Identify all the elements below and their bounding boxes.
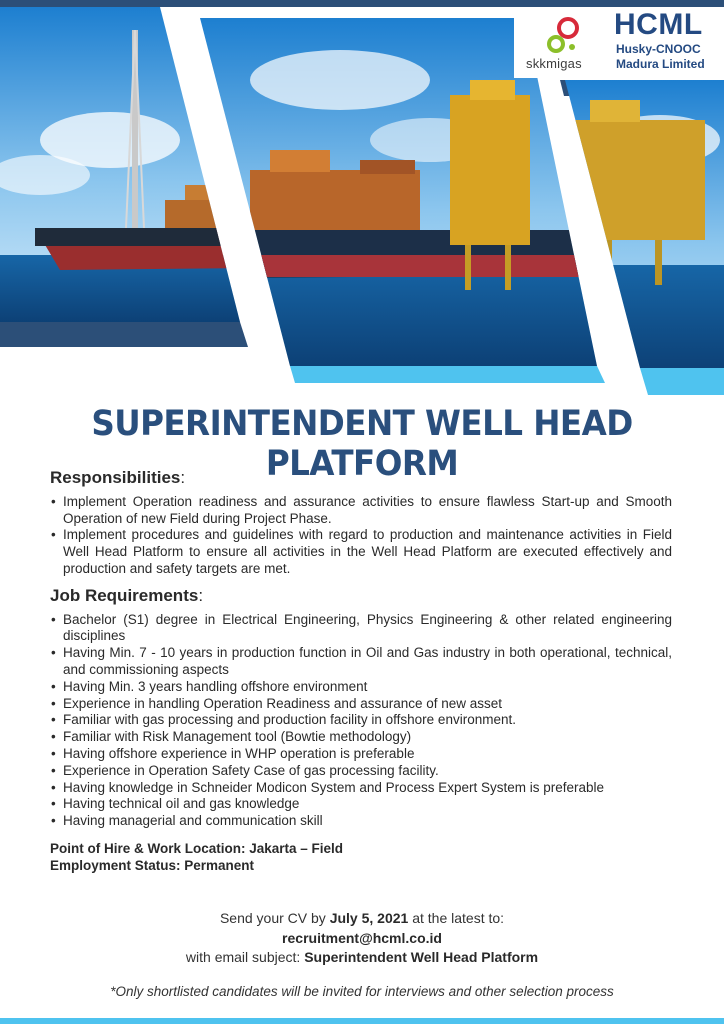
list-item: • Experience in Operation Safety Case of gas processing facility. — [50, 763, 672, 780]
bottom-accent-bar — [0, 1018, 724, 1024]
list-item: • Familiar with Risk Management tool (Bowtie methodology) — [50, 729, 672, 746]
employment-status: Employment Status: Permanent — [50, 857, 255, 873]
responsibilities-heading: Responsibilities: — [50, 468, 186, 487]
email-subject: Superintendent Well Head Platform — [304, 949, 539, 965]
logo-area — [514, 8, 724, 78]
list-item: • Implement procedures and guidelines with regard to production and maintenance activities in Field Well Head Platform to ensure all activities in the Well Head Platform are executed effectively and production and safety targets are met. — [50, 527, 672, 577]
work-location: Point of Hire & Work Location: Jakarta – Field — [50, 840, 344, 856]
deadline-date: July 5, 2021 — [329, 910, 409, 926]
list-item: • Bachelor (S1) degree in Electrical Engineering, Physics Engineering & other related engineering disciplines — [50, 612, 672, 646]
responsibilities-list — [50, 494, 672, 578]
list-item: • Implement Operation readiness and assurance activities to ensure flawless Start-up and Smooth Operation of new Field during Project Phase. — [50, 494, 672, 528]
frame-strip — [640, 368, 724, 395]
shortlist-note: *Only shortlisted candidates will be invited for interviews and other selection process — [110, 984, 614, 999]
skkmigas-wordmark: skkmigas — [526, 56, 582, 71]
subject-line: with email subject: Superintendent Well Head Platform — [185, 949, 539, 965]
deadline-line: Send your CV by July 5, 2021 at the latest to: — [219, 910, 505, 926]
requirements-heading: Job Requirements: — [50, 585, 204, 605]
recruitment-email-link[interactable]: recruitment@hcml.co.id — [282, 929, 442, 946]
requirements-list — [50, 612, 672, 830]
hcml-logo-title: HCML — [614, 8, 703, 41]
email-line[interactable] — [0, 929, 724, 949]
list-item: • Having knowledge in Schneider Modicon System and Process Expert System is preferable — [50, 780, 672, 797]
skkmigas-logo-icon — [544, 14, 586, 56]
hcml-logo-subtitle: Madura Limited — [616, 57, 705, 71]
job-title: SUPERINTENDENT WELL HEAD PLATFORM — [91, 404, 633, 484]
list-item: • Having technical oil and gas knowledge — [50, 796, 672, 813]
job-facts — [50, 840, 672, 874]
application-instructions — [0, 909, 724, 968]
job-description — [50, 470, 672, 874]
list-item: • Having Min. 7 - 10 years in production function in Oil and Gas industry in both operational, technical, and commissioning aspects — [50, 645, 672, 679]
frame-strip — [0, 322, 248, 347]
list-item: • Having offshore experience in WHP operation is preferable — [50, 746, 672, 763]
list-item: • Experience in handling Operation Readiness and assurance of new asset — [50, 696, 672, 713]
hcml-logo-subtitle: Husky-CNOOC — [616, 42, 701, 56]
list-item: • Familiar with gas processing and production facility in offshore environment. — [50, 712, 672, 729]
list-item: • Having managerial and communication skill — [50, 813, 672, 830]
list-item: • Having Min. 3 years handling offshore environment — [50, 679, 672, 696]
frame-strip — [290, 366, 605, 383]
